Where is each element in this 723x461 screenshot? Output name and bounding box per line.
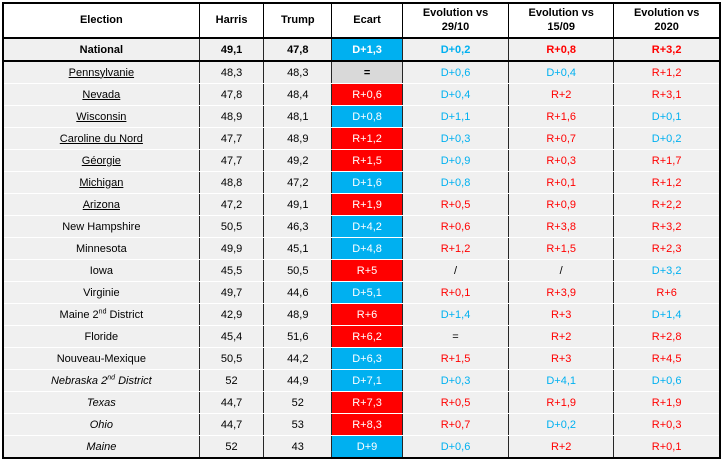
trump-score: 44,2 (264, 348, 332, 370)
header-label: Evolution vs (633, 6, 700, 19)
election-name (3, 326, 199, 348)
column-header-harris (199, 3, 264, 38)
evolution-vs-15-09: R+0,3 (509, 150, 614, 172)
evolution-vs-29-10: D+0,6 (402, 436, 508, 459)
election-name-text: Nouveau-Mexique (56, 352, 146, 365)
evolution-vs-15-09: R+1,5 (509, 238, 614, 260)
header-sublabel: 29/10 (441, 20, 470, 33)
election-name-text: District (115, 374, 152, 387)
ecart-badge: D+6,3 (332, 348, 403, 370)
election-name-text: Géorgie (81, 154, 121, 167)
trump-score: 49,2 (264, 150, 332, 172)
header-label: Ecart (353, 13, 381, 26)
evolution-vs-29-10: D+0,2 (402, 38, 508, 61)
national-row (3, 38, 720, 61)
ecart-badge: D+9 (332, 436, 403, 459)
trump-score: 51,6 (264, 326, 332, 348)
evolution-vs-2020: R+1,9 (614, 392, 720, 414)
ecart-badge: D+1,3 (332, 38, 403, 61)
harris-score: 45,4 (199, 326, 264, 348)
ecart-badge: R+6,2 (332, 326, 403, 348)
evolution-vs-15-09: R+3,9 (509, 282, 614, 304)
election-name (3, 392, 199, 414)
harris-score: 50,5 (199, 348, 264, 370)
harris-score: 44,7 (199, 414, 264, 436)
ecart-badge: R+8,3 (332, 414, 403, 436)
trump-score: 50,5 (264, 260, 332, 282)
state-row (3, 436, 720, 459)
table-body (3, 38, 720, 458)
evolution-vs-15-09: R+2 (509, 326, 614, 348)
evolution-vs-2020: R+0,3 (614, 414, 720, 436)
state-row (3, 194, 720, 216)
column-header-trump (264, 3, 332, 38)
trump-score: 49,1 (264, 194, 332, 216)
harris-score: 45,5 (199, 260, 264, 282)
evolution-vs-15-09: R+0,8 (509, 38, 614, 61)
evolution-vs-2020: D+1,4 (614, 304, 720, 326)
trump-score: 47,8 (264, 38, 332, 61)
harris-score: 49,1 (199, 38, 264, 61)
evolution-vs-29-10: = (402, 326, 508, 348)
harris-score: 49,7 (199, 282, 264, 304)
trump-score: 47,2 (264, 172, 332, 194)
state-row (3, 282, 720, 304)
harris-score: 42,9 (199, 304, 264, 326)
polls-table (2, 2, 721, 459)
ecart-badge: D+1,6 (332, 172, 403, 194)
harris-score: 52 (199, 436, 264, 459)
header-label: Evolution vs (528, 6, 594, 19)
evolution-vs-2020: R+3,2 (614, 216, 720, 238)
header-sublabel: 15/09 (547, 20, 575, 33)
evolution-vs-15-09: R+0,1 (509, 172, 614, 194)
harris-score: 50,5 (199, 216, 264, 238)
harris-score: 47,2 (199, 194, 264, 216)
header-label: Evolution vs (422, 6, 489, 19)
harris-score: 48,9 (199, 106, 264, 128)
trump-score: 48,3 (264, 61, 332, 84)
state-row (3, 414, 720, 436)
evolution-vs-2020: D+0,2 (614, 128, 720, 150)
election-name-text: New Hampshire (62, 220, 141, 233)
ordinal-superscript: nd (98, 307, 107, 315)
election-name (3, 304, 199, 326)
evolution-vs-2020: D+0,1 (614, 106, 720, 128)
state-row (3, 392, 720, 414)
ecart-badge: D+7,1 (332, 370, 403, 392)
election-link[interactable] (3, 172, 199, 194)
trump-score: 44,9 (264, 370, 332, 392)
election-name-text: Nevada (82, 88, 121, 101)
column-header-evolution-15-09 (509, 3, 614, 38)
evolution-vs-15-09: R+0,7 (509, 128, 614, 150)
evolution-vs-29-10: D+0,8 (402, 172, 508, 194)
election-name-text: Maine (86, 440, 117, 453)
ordinal-superscript: nd (107, 373, 116, 381)
evolution-vs-29-10: R+0,5 (402, 392, 508, 414)
evolution-vs-29-10: R+1,5 (402, 348, 508, 370)
evolution-vs-2020: D+0,6 (614, 370, 720, 392)
election-name-text: Nebraska 2 (50, 374, 108, 387)
evolution-vs-15-09: R+1,6 (509, 106, 614, 128)
evolution-vs-15-09: R+2 (509, 436, 614, 459)
evolution-vs-29-10: D+0,9 (402, 150, 508, 172)
state-row (3, 84, 720, 106)
evolution-vs-2020: R+0,1 (614, 436, 720, 459)
election-link[interactable] (3, 150, 199, 172)
evolution-vs-15-09: R+3 (509, 348, 614, 370)
header-sublabel: 2020 (654, 20, 679, 33)
trump-score: 43 (264, 436, 332, 459)
ecart-badge: R+1,5 (332, 150, 403, 172)
evolution-vs-15-09: R+2 (509, 84, 614, 106)
election-name-text: Wisconsin (76, 110, 127, 123)
ecart-badge: D+4,8 (332, 238, 403, 260)
ecart-badge: R+5 (332, 260, 403, 282)
state-row (3, 238, 720, 260)
ecart-badge: R+1,2 (332, 128, 403, 150)
evolution-vs-2020: R+2,3 (614, 238, 720, 260)
election-name-text: Ohio (89, 418, 113, 431)
harris-score: 48,8 (199, 172, 264, 194)
ecart-badge: D+5,1 (332, 282, 403, 304)
harris-score: 48,3 (199, 61, 264, 84)
evolution-vs-29-10: R+0,6 (402, 216, 508, 238)
ecart-badge: R+1,9 (332, 194, 403, 216)
column-header-election (3, 3, 199, 38)
state-row (3, 370, 720, 392)
state-row (3, 304, 720, 326)
evolution-vs-29-10: D+0,3 (402, 128, 508, 150)
trump-score: 48,9 (264, 128, 332, 150)
evolution-vs-29-10: D+0,3 (402, 370, 508, 392)
harris-score: 49,9 (199, 238, 264, 260)
trump-score: 48,1 (264, 106, 332, 128)
ecart-badge: R+0,6 (332, 84, 403, 106)
evolution-vs-2020: D+3,2 (614, 260, 720, 282)
state-row (3, 106, 720, 128)
state-row (3, 348, 720, 370)
evolution-vs-2020: R+2,2 (614, 194, 720, 216)
state-row (3, 150, 720, 172)
ecart-badge: D+4,2 (332, 216, 403, 238)
header-label: Trump (280, 13, 315, 26)
evolution-vs-15-09: R+3 (509, 304, 614, 326)
election-name (3, 260, 199, 282)
election-name (3, 370, 199, 392)
election-link[interactable] (3, 194, 199, 216)
state-row (3, 128, 720, 150)
election-name (3, 436, 199, 459)
election-name-text: District (106, 308, 144, 321)
header-row (3, 3, 720, 38)
state-row (3, 216, 720, 238)
harris-score: 47,8 (199, 84, 264, 106)
header-label: Election (79, 13, 123, 26)
trump-score: 48,4 (264, 84, 332, 106)
column-header-evolution-2020 (614, 3, 720, 38)
evolution-vs-15-09: R+3,8 (509, 216, 614, 238)
election-name-text: National (79, 43, 124, 56)
state-row (3, 326, 720, 348)
evolution-vs-2020: R+1,2 (614, 172, 720, 194)
evolution-vs-29-10: D+0,6 (402, 61, 508, 84)
evolution-vs-29-10: D+0,4 (402, 84, 508, 106)
election-name-text: Pennsylvanie (68, 66, 135, 79)
evolution-vs-29-10: R+0,7 (402, 414, 508, 436)
election-name-text: Maine 2 (59, 308, 99, 321)
evolution-vs-15-09: D+4,1 (509, 370, 614, 392)
evolution-vs-29-10: R+0,1 (402, 282, 508, 304)
trump-score: 53 (264, 414, 332, 436)
evolution-vs-29-10: R+0,5 (402, 194, 508, 216)
evolution-vs-2020: R+3,2 (614, 38, 720, 61)
election-name-text: Floride (84, 330, 119, 343)
election-link[interactable] (3, 84, 199, 106)
evolution-vs-15-09: / (509, 260, 614, 282)
ecart-badge: R+7,3 (332, 392, 403, 414)
trump-score: 48,9 (264, 304, 332, 326)
evolution-vs-2020: R+4,5 (614, 348, 720, 370)
ecart-badge: D+0,8 (332, 106, 403, 128)
election-name (3, 348, 199, 370)
trump-score: 46,3 (264, 216, 332, 238)
trump-score: 45,1 (264, 238, 332, 260)
election-name-text: Iowa (89, 264, 113, 277)
election-link[interactable] (3, 61, 199, 84)
ecart-badge: R+6 (332, 304, 403, 326)
harris-score: 52 (199, 370, 264, 392)
header-label: Harris (215, 13, 248, 26)
evolution-vs-29-10: / (402, 260, 508, 282)
evolution-vs-29-10: D+1,1 (402, 106, 508, 128)
election-link[interactable] (3, 106, 199, 128)
evolution-vs-2020: R+1,2 (614, 61, 720, 84)
evolution-vs-15-09: R+1,9 (509, 392, 614, 414)
election-name (3, 282, 199, 304)
evolution-vs-29-10: R+1,2 (402, 238, 508, 260)
harris-score: 44,7 (199, 392, 264, 414)
election-name-text: Virginie (83, 286, 120, 299)
harris-score: 47,7 (199, 150, 264, 172)
evolution-vs-15-09: R+0,9 (509, 194, 614, 216)
evolution-vs-2020: R+1,7 (614, 150, 720, 172)
evolution-vs-29-10: D+1,4 (402, 304, 508, 326)
trump-score: 44,6 (264, 282, 332, 304)
ecart-badge: = (332, 61, 403, 84)
election-name-text: Texas (86, 396, 116, 409)
election-name-text: Caroline du Nord (59, 132, 143, 145)
national-label (3, 38, 199, 61)
evolution-vs-2020: R+6 (614, 282, 720, 304)
election-link[interactable] (3, 128, 199, 150)
table-header (3, 3, 720, 38)
state-row (3, 172, 720, 194)
evolution-vs-15-09: D+0,4 (509, 61, 614, 84)
state-row (3, 61, 720, 84)
election-name (3, 414, 199, 436)
election-name (3, 238, 199, 260)
election-name-text: Minnesota (75, 242, 127, 255)
column-header-ecart (332, 3, 403, 38)
evolution-vs-2020: R+3,1 (614, 84, 720, 106)
column-header-evolution-29-10 (402, 3, 508, 38)
evolution-vs-2020: R+2,8 (614, 326, 720, 348)
election-name-text: Michigan (79, 176, 124, 189)
election-name-text: Arizona (82, 198, 120, 211)
state-row (3, 260, 720, 282)
harris-score: 47,7 (199, 128, 264, 150)
evolution-vs-15-09: D+0,2 (509, 414, 614, 436)
election-name (3, 216, 199, 238)
trump-score: 52 (264, 392, 332, 414)
